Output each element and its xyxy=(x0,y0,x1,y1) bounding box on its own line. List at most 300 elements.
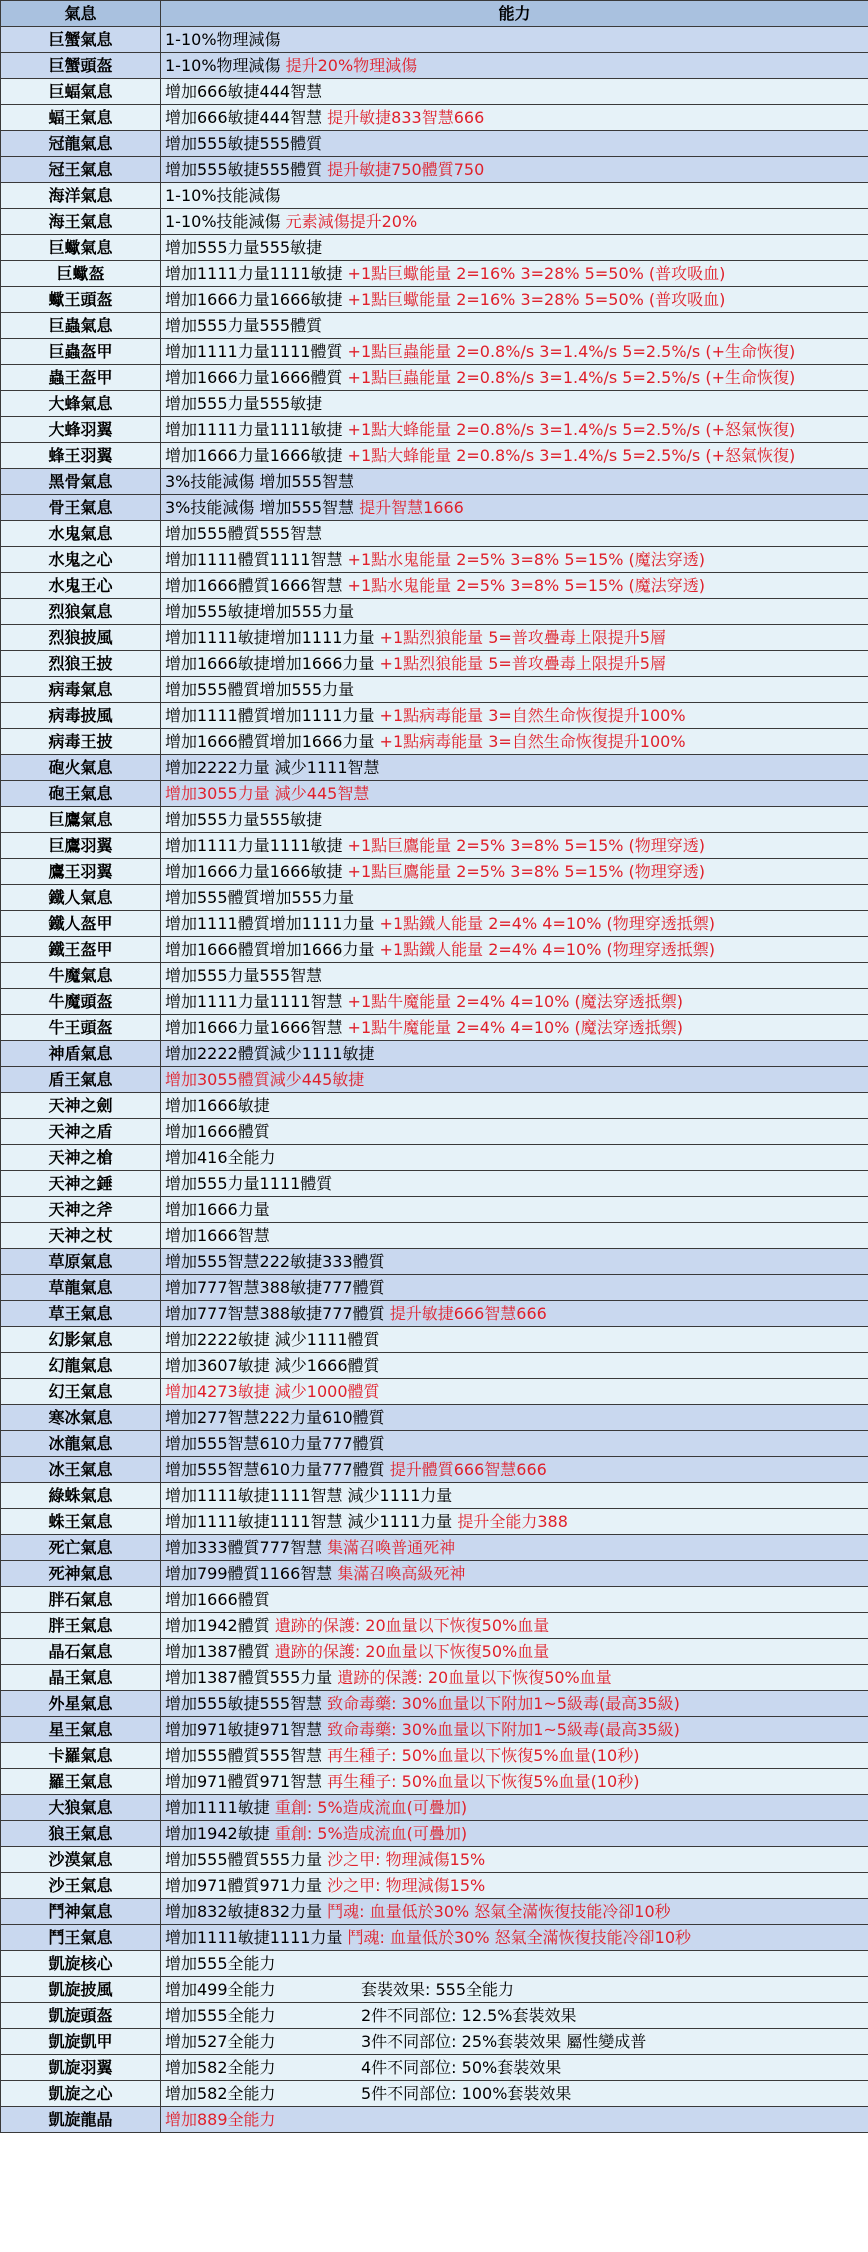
bonus-ability-text: +1點巨蠍能量 2=16% 3=28% 5=50% (普攻吸血) xyxy=(347,290,726,309)
ability-cell xyxy=(161,209,868,235)
table-row xyxy=(1,495,868,521)
bonus-ability-text: +1點巨蠍能量 2=16% 3=28% 5=50% (普攻吸血) xyxy=(347,264,726,283)
base-ability-text: 增加1111敏捷1111智慧 減少1111力量 xyxy=(165,1486,453,1505)
table-row xyxy=(1,677,868,703)
ability-cell xyxy=(161,1457,868,1483)
bonus-ability-text: 提升敏捷750體質750 xyxy=(327,160,485,179)
aura-name-cell: 綠蛛氣息 xyxy=(1,1483,161,1509)
aura-name-cell: 病毒氣息 xyxy=(1,677,161,703)
ability-cell xyxy=(161,53,868,79)
base-ability-text: 增加1387體質555力量 xyxy=(165,1668,338,1687)
table-row xyxy=(1,365,868,391)
bonus-ability-text: +1點病毒能量 3=自然生命恢復提升100% xyxy=(379,732,686,751)
base-ability-text: 增加777智慧388敏捷777體質 xyxy=(165,1304,390,1323)
header-ability: 能力 xyxy=(161,1,868,27)
aura-name-cell: 天神之錘 xyxy=(1,1171,161,1197)
bonus-ability-text: 鬥魂: 血量低於30% 怒氣全滿恢復技能冷卻10秒 xyxy=(327,1902,671,1921)
table-row xyxy=(1,1769,868,1795)
ability-cell xyxy=(161,807,868,833)
bonus-ability-text: 提升20%物理減傷 xyxy=(285,56,418,75)
base-ability-text: 增加1666體質1666智慧 xyxy=(165,576,348,595)
base-ability-text: 1-10%技能減傷 xyxy=(165,186,281,205)
ability-cell xyxy=(161,1249,868,1275)
base-ability-text: 增加1111敏捷1111力量 xyxy=(165,1928,348,1947)
ability-cell xyxy=(161,989,868,1015)
base-ability-text: 增加1666體質增加1666力量 xyxy=(165,940,380,959)
base-ability-text: 增加971體質971智慧 xyxy=(165,1772,328,1791)
ability-cell xyxy=(161,1275,868,1301)
aura-name-cell: 天神之斧 xyxy=(1,1197,161,1223)
ability-cell xyxy=(161,885,868,911)
aura-name-cell: 鷹王羽翼 xyxy=(1,859,161,885)
ability-cell xyxy=(161,677,868,703)
table-row xyxy=(1,1821,868,1847)
table-row xyxy=(1,1795,868,1821)
ability-cell xyxy=(161,1119,868,1145)
base-ability-text: 增加666敏捷444智慧 xyxy=(165,82,323,101)
aura-name-cell: 冰龍氣息 xyxy=(1,1431,161,1457)
ability-cell xyxy=(161,1743,868,1769)
table-row xyxy=(1,1379,868,1405)
ability-cell xyxy=(161,729,868,755)
base-ability-text: 1-10%技能減傷 xyxy=(165,212,286,231)
base-ability-text: 增加1111力量1111敏捷 xyxy=(165,264,348,283)
base-ability-text: 3%技能減傷 增加555智慧 xyxy=(165,472,355,491)
ability-cell xyxy=(161,1509,868,1535)
base-ability-text: 增加582全能力 xyxy=(165,2058,276,2077)
ability-cell xyxy=(161,495,868,521)
aura-name-cell: 凱旋披風 xyxy=(1,1977,161,2003)
ability-cell xyxy=(161,235,868,261)
ability-cell xyxy=(161,183,868,209)
set-effect-text: 3件不同部位: 25%套裝效果 屬性變成普 xyxy=(361,2032,647,2051)
aura-name-cell: 水鬼之心 xyxy=(1,547,161,573)
aura-name-cell: 鐵人盔甲 xyxy=(1,911,161,937)
table-row xyxy=(1,27,868,53)
table-row xyxy=(1,599,868,625)
header-name: 氣息 xyxy=(1,1,161,27)
aura-name-cell: 凱旋龍晶 xyxy=(1,2107,161,2133)
ability-cell xyxy=(161,1483,868,1509)
ability-cell xyxy=(161,1301,868,1327)
base-ability-text: 增加1111力量1111智慧 xyxy=(165,992,348,1011)
base-ability-text: 1-10%物理減傷 xyxy=(165,30,281,49)
set-effect-text: 2件不同部位: 12.5%套裝效果 xyxy=(361,2006,577,2025)
base-ability-text: 增加777智慧388敏捷777體質 xyxy=(165,1278,385,1297)
table-row xyxy=(1,625,868,651)
ability-cell xyxy=(161,1717,868,1743)
aura-name-cell: 天神之盾 xyxy=(1,1119,161,1145)
base-ability-text: 增加555力量555體質 xyxy=(165,316,323,335)
ability-cell xyxy=(161,625,868,651)
bonus-ability-text: 再生種子: 50%血量以下恢復5%血量(10秒) xyxy=(327,1772,640,1791)
aura-name-cell: 病毒披風 xyxy=(1,703,161,729)
aura-name-cell: 巨蟹氣息 xyxy=(1,27,161,53)
table-row xyxy=(1,2081,868,2107)
table-row xyxy=(1,391,868,417)
aura-name-cell: 死亡氣息 xyxy=(1,1535,161,1561)
table-row xyxy=(1,781,868,807)
aura-name-cell: 海王氣息 xyxy=(1,209,161,235)
bonus-ability-text: 集滿召喚高級死神 xyxy=(337,1564,466,1583)
base-ability-text: 增加582全能力 xyxy=(165,2084,276,2103)
table-row xyxy=(1,469,868,495)
aura-name-cell: 烈狼氣息 xyxy=(1,599,161,625)
aura-name-cell: 烈狼披風 xyxy=(1,625,161,651)
aura-name-cell: 水鬼氣息 xyxy=(1,521,161,547)
bonus-ability-text: +1點巨蟲能量 2=0.8%/s 3=1.4%/s 5=2.5%/s (+生命恢復) xyxy=(347,368,796,387)
base-ability-text: 增加555力量555敏捷 xyxy=(165,394,323,413)
aura-name-cell: 巨蠍盔 xyxy=(1,261,161,287)
base-ability-text: 增加555力量555敏捷 xyxy=(165,238,323,257)
base-ability-text: 增加2222力量 減少1111智慧 xyxy=(165,758,380,777)
table-row xyxy=(1,573,868,599)
table-row xyxy=(1,105,868,131)
aura-name-cell: 冠王氣息 xyxy=(1,157,161,183)
aura-name-cell: 蜂王羽翼 xyxy=(1,443,161,469)
aura-name-cell: 砲王氣息 xyxy=(1,781,161,807)
base-ability-text: 增加1111敏捷增加1111力量 xyxy=(165,628,380,647)
aura-name-cell: 冠龍氣息 xyxy=(1,131,161,157)
table-row xyxy=(1,1899,868,1925)
aura-name-cell: 晶王氣息 xyxy=(1,1665,161,1691)
table-row xyxy=(1,313,868,339)
ability-cell xyxy=(161,443,868,469)
ability-cell xyxy=(161,2003,868,2029)
aura-name-cell: 黑骨氣息 xyxy=(1,469,161,495)
table-row xyxy=(1,261,868,287)
table-row xyxy=(1,937,868,963)
ability-cell xyxy=(161,157,868,183)
table-row xyxy=(1,1223,868,1249)
aura-name-cell: 海洋氣息 xyxy=(1,183,161,209)
ability-cell xyxy=(161,547,868,573)
table-row xyxy=(1,1847,868,1873)
table-row xyxy=(1,79,868,105)
bonus-ability-text: 重創: 5%造成流血(可疊加) xyxy=(274,1824,468,1843)
bonus-ability-text: +1點巨鷹能量 2=5% 3=8% 5=15% (物理穿透) xyxy=(347,836,706,855)
aura-name-cell: 冰王氣息 xyxy=(1,1457,161,1483)
base-ability-text: 增加555智慧610力量777體質 xyxy=(165,1434,385,1453)
ability-cell xyxy=(161,1769,868,1795)
ability-cell xyxy=(161,1379,868,1405)
ability-cell xyxy=(161,2107,868,2133)
table-row xyxy=(1,1041,868,1067)
ability-cell xyxy=(161,781,868,807)
table-row xyxy=(1,183,868,209)
aura-name-cell: 寒冰氣息 xyxy=(1,1405,161,1431)
table-row xyxy=(1,1431,868,1457)
table-row xyxy=(1,53,868,79)
table-row xyxy=(1,235,868,261)
base-ability-text: 增加2222體質減少1111敏捷 xyxy=(165,1044,375,1063)
base-ability-text: 增加1666體質增加1666力量 xyxy=(165,732,380,751)
ability-cell xyxy=(161,1093,868,1119)
ability-cell xyxy=(161,1171,868,1197)
table-row xyxy=(1,521,868,547)
base-ability-text: 增加555敏捷增加555力量 xyxy=(165,602,355,621)
aura-name-cell: 牛魔頭盔 xyxy=(1,989,161,1015)
base-ability-text: 增加1111體質增加1111力量 xyxy=(165,914,380,933)
table-row xyxy=(1,1535,868,1561)
base-ability-text: 增加799體質1166智慧 xyxy=(165,1564,338,1583)
ability-cell xyxy=(161,703,868,729)
base-ability-text: 增加1111力量1111體質 xyxy=(165,342,348,361)
ability-cell xyxy=(161,1821,868,1847)
base-ability-text: 增加971體質971力量 xyxy=(165,1876,328,1895)
ability-cell xyxy=(161,391,868,417)
table-row xyxy=(1,1561,868,1587)
aura-name-cell: 胖石氣息 xyxy=(1,1587,161,1613)
ability-cell xyxy=(161,417,868,443)
bonus-ability-text: +1點大蜂能量 2=0.8%/s 3=1.4%/s 5=2.5%/s (+怒氣恢復) xyxy=(347,420,796,439)
base-ability-text: 增加555敏捷555智慧 xyxy=(165,1694,328,1713)
aura-name-cell: 羅王氣息 xyxy=(1,1769,161,1795)
aura-name-cell: 凱旋頭盔 xyxy=(1,2003,161,2029)
ability-cell xyxy=(161,2055,868,2081)
table-row xyxy=(1,1587,868,1613)
table-row xyxy=(1,1457,868,1483)
table-row xyxy=(1,703,868,729)
set-effect-text: 套裝效果: 555全能力 xyxy=(361,1980,515,1999)
base-ability-text: 3%技能減傷 增加555智慧 xyxy=(165,498,360,517)
table-row xyxy=(1,729,868,755)
base-ability-text: 增加1111敏捷 xyxy=(165,1798,275,1817)
base-ability-text: 增加555敏捷555體質 xyxy=(165,134,323,153)
bonus-ability-text: 遺跡的保護: 20血量以下恢復50%血量 xyxy=(274,1616,550,1635)
bonus-ability-text: 遺跡的保護: 20血量以下恢復50%血量 xyxy=(274,1642,550,1661)
table-row xyxy=(1,443,868,469)
base-ability-text: 增加1111體質增加1111力量 xyxy=(165,706,380,725)
bonus-ability-text: +1點病毒能量 3=自然生命恢復提升100% xyxy=(379,706,686,725)
aura-name-cell: 凱旋之心 xyxy=(1,2081,161,2107)
table-row xyxy=(1,1015,868,1041)
aura-name-cell: 草王氣息 xyxy=(1,1301,161,1327)
base-ability-text: 增加1666體質 xyxy=(165,1590,270,1609)
aura-name-cell: 星王氣息 xyxy=(1,1717,161,1743)
bonus-ability-text: +1點鐵人能量 2=4% 4=10% (物理穿透抵禦) xyxy=(379,940,715,959)
table-row xyxy=(1,911,868,937)
aura-name-cell: 胖王氣息 xyxy=(1,1613,161,1639)
table-row xyxy=(1,1925,868,1951)
aura-name-cell: 巨蠍氣息 xyxy=(1,235,161,261)
aura-name-cell: 大蜂氣息 xyxy=(1,391,161,417)
table-row xyxy=(1,1951,868,1977)
ability-cell xyxy=(161,1431,868,1457)
aura-name-cell: 巨蝠氣息 xyxy=(1,79,161,105)
base-ability-text: 增加555體質555力量 xyxy=(165,1850,328,1869)
aura-name-cell: 沙王氣息 xyxy=(1,1873,161,1899)
aura-name-cell: 神盾氣息 xyxy=(1,1041,161,1067)
table-row xyxy=(1,417,868,443)
base-ability-text: 增加555力量555智慧 xyxy=(165,966,323,985)
table-row xyxy=(1,1483,868,1509)
bonus-ability-text: 提升體質666智慧666 xyxy=(389,1460,547,1479)
bonus-ability-text: +1點鐵人能量 2=4% 4=10% (物理穿透抵禦) xyxy=(379,914,715,933)
ability-cell xyxy=(161,261,868,287)
ability-cell xyxy=(161,1847,868,1873)
set-effect-text: 5件不同部位: 100%套裝效果 xyxy=(361,2084,572,2103)
bonus-ability-text: +1點烈狼能量 5=普攻疊毒上限提升5層 xyxy=(379,654,666,673)
table-row xyxy=(1,1353,868,1379)
table-row xyxy=(1,1405,868,1431)
aura-name-cell: 水鬼王心 xyxy=(1,573,161,599)
ability-cell xyxy=(161,1353,868,1379)
aura-name-cell: 砲火氣息 xyxy=(1,755,161,781)
ability-cell xyxy=(161,651,868,677)
base-ability-text: 增加499全能力 xyxy=(165,1980,276,1999)
ability-cell xyxy=(161,1197,868,1223)
aura-name-cell: 烈狼王披 xyxy=(1,651,161,677)
table-row xyxy=(1,1171,868,1197)
bonus-ability-text: 增加3055體質減少445敏捷 xyxy=(165,1070,365,1089)
table-row xyxy=(1,209,868,235)
ability-cell xyxy=(161,599,868,625)
aura-name-cell: 鐵王盔甲 xyxy=(1,937,161,963)
aura-name-cell: 天神之杖 xyxy=(1,1223,161,1249)
ability-cell xyxy=(161,2029,868,2055)
aura-name-cell: 巨鷹氣息 xyxy=(1,807,161,833)
base-ability-text: 增加416全能力 xyxy=(165,1148,276,1167)
base-ability-text: 增加555力量555敏捷 xyxy=(165,810,323,829)
aura-name-cell: 鐵人氣息 xyxy=(1,885,161,911)
table-row xyxy=(1,1249,868,1275)
ability-cell xyxy=(161,1041,868,1067)
aura-name-cell: 巨蟲氣息 xyxy=(1,313,161,339)
aura-name-cell: 草龍氣息 xyxy=(1,1275,161,1301)
base-ability-text: 增加1666力量1666智慧 xyxy=(165,1018,348,1037)
table-row xyxy=(1,157,868,183)
bonus-ability-text: 再生種子: 50%血量以下恢復5%血量(10秒) xyxy=(327,1746,640,1765)
base-ability-text: 增加666敏捷444智慧 xyxy=(165,108,328,127)
ability-cell xyxy=(161,521,868,547)
base-ability-text: 增加1666力量 xyxy=(165,1200,270,1219)
set-effect-text: 4件不同部位: 50%套裝效果 xyxy=(361,2058,562,2077)
base-ability-text: 增加3607敏捷 減少1666體質 xyxy=(165,1356,380,1375)
ability-cell xyxy=(161,79,868,105)
table-row xyxy=(1,131,868,157)
aura-name-cell: 晶石氣息 xyxy=(1,1639,161,1665)
base-ability-text: 增加971敏捷971智慧 xyxy=(165,1720,328,1739)
base-ability-text: 增加1666體質 xyxy=(165,1122,270,1141)
bonus-ability-text: 沙之甲: 物理減傷15% xyxy=(327,1850,486,1869)
table-row xyxy=(1,1067,868,1093)
ability-cell xyxy=(161,1925,868,1951)
ability-cell xyxy=(161,859,868,885)
aura-name-cell: 凱旋核心 xyxy=(1,1951,161,1977)
table-row xyxy=(1,1301,868,1327)
aura-name-cell: 大狼氣息 xyxy=(1,1795,161,1821)
aura-name-cell: 巨鷹羽翼 xyxy=(1,833,161,859)
bonus-ability-text: +1點大蜂能量 2=0.8%/s 3=1.4%/s 5=2.5%/s (+怒氣恢復) xyxy=(347,446,796,465)
bonus-ability-text: +1點巨蟲能量 2=0.8%/s 3=1.4%/s 5=2.5%/s (+生命恢復) xyxy=(347,342,796,361)
bonus-ability-text: 元素減傷提升20% xyxy=(285,212,418,231)
bonus-ability-text: +1點牛魔能量 2=4% 4=10% (魔法穿透抵禦) xyxy=(347,992,683,1011)
ability-cell xyxy=(161,1977,868,2003)
base-ability-text: 增加1666敏捷 xyxy=(165,1096,270,1115)
aura-name-cell: 蟲王盔甲 xyxy=(1,365,161,391)
base-ability-text: 增加1666力量1666敏捷 xyxy=(165,290,348,309)
ability-cell xyxy=(161,1535,868,1561)
table-row xyxy=(1,1327,868,1353)
table-row xyxy=(1,833,868,859)
aura-name-cell: 幻王氣息 xyxy=(1,1379,161,1405)
bonus-ability-text: +1點烈狼能量 5=普攻疊毒上限提升5層 xyxy=(379,628,666,647)
base-ability-text: 增加1111力量1111敏捷 xyxy=(165,836,348,855)
base-ability-text: 增加277智慧222力量610體質 xyxy=(165,1408,385,1427)
ability-cell xyxy=(161,911,868,937)
table-row xyxy=(1,2055,868,2081)
table-row xyxy=(1,1977,868,2003)
ability-cell xyxy=(161,1067,868,1093)
base-ability-text: 增加555力量1111體質 xyxy=(165,1174,333,1193)
bonus-ability-text: 集滿召喚普通死神 xyxy=(327,1538,456,1557)
table-row xyxy=(1,1145,868,1171)
bonus-ability-text: 提升敏捷666智慧666 xyxy=(389,1304,547,1323)
table-row xyxy=(1,1197,868,1223)
base-ability-text: 增加1387體質 xyxy=(165,1642,275,1661)
bonus-ability-text: 增加4273敏捷 減少1000體質 xyxy=(165,1382,380,1401)
table-row xyxy=(1,1275,868,1301)
table-row xyxy=(1,1691,868,1717)
bonus-ability-text: 提升敏捷833智慧666 xyxy=(327,108,485,127)
base-ability-text: 增加555體質增加555力量 xyxy=(165,888,355,907)
ability-cell xyxy=(161,755,868,781)
ability-cell xyxy=(161,1561,868,1587)
aura-name-cell: 狼王氣息 xyxy=(1,1821,161,1847)
aura-name-cell: 鬥王氣息 xyxy=(1,1925,161,1951)
base-ability-text: 增加1111體質1111智慧 xyxy=(165,550,348,569)
aura-name-cell: 蠍王頭盔 xyxy=(1,287,161,313)
base-ability-text: 增加1666智慧 xyxy=(165,1226,270,1245)
table-row xyxy=(1,1665,868,1691)
aura-name-cell: 幻影氣息 xyxy=(1,1327,161,1353)
table-row xyxy=(1,859,868,885)
base-ability-text: 增加832敏捷832力量 xyxy=(165,1902,328,1921)
aura-name-cell: 大蜂羽翼 xyxy=(1,417,161,443)
bonus-ability-text: 致命毒藥: 30%血量以下附加1~5級毒(最高35級) xyxy=(327,1720,680,1739)
ability-cell xyxy=(161,287,868,313)
ability-cell xyxy=(161,1691,868,1717)
base-ability-text: 增加2222敏捷 減少1111體質 xyxy=(165,1330,380,1349)
base-ability-text: 增加1111敏捷1111智慧 減少1111力量 xyxy=(165,1512,458,1531)
ability-cell xyxy=(161,313,868,339)
aura-name-cell: 蝠王氣息 xyxy=(1,105,161,131)
base-ability-text: 增加1111力量1111敏捷 xyxy=(165,420,348,439)
base-ability-text: 增加555敏捷555體質 xyxy=(165,160,328,179)
table-row xyxy=(1,963,868,989)
ability-cell xyxy=(161,1795,868,1821)
aura-name-cell: 蛛王氣息 xyxy=(1,1509,161,1535)
table-row xyxy=(1,1509,868,1535)
base-ability-text: 增加555全能力 xyxy=(165,2006,276,2025)
aura-name-cell: 鬥神氣息 xyxy=(1,1899,161,1925)
bonus-ability-text: 鬥魂: 血量低於30% 怒氣全滿恢復技能冷卻10秒 xyxy=(347,1928,692,1947)
aura-name-cell: 骨王氣息 xyxy=(1,495,161,521)
table-row xyxy=(1,755,868,781)
base-ability-text: 增加1666力量1666敏捷 xyxy=(165,446,348,465)
bonus-ability-text: 增加3055力量 減少445智慧 xyxy=(165,784,370,803)
ability-cell xyxy=(161,1613,868,1639)
aura-name-cell: 天神之槍 xyxy=(1,1145,161,1171)
base-ability-text: 增加555全能力 xyxy=(165,1954,276,1973)
bonus-ability-text: 遺跡的保護: 20血量以下恢復50%血量 xyxy=(337,1668,612,1687)
table-row xyxy=(1,807,868,833)
table-row xyxy=(1,2029,868,2055)
ability-cell xyxy=(161,2081,868,2107)
base-ability-text: 增加555體質增加555力量 xyxy=(165,680,355,699)
aura-name-cell: 卡羅氣息 xyxy=(1,1743,161,1769)
